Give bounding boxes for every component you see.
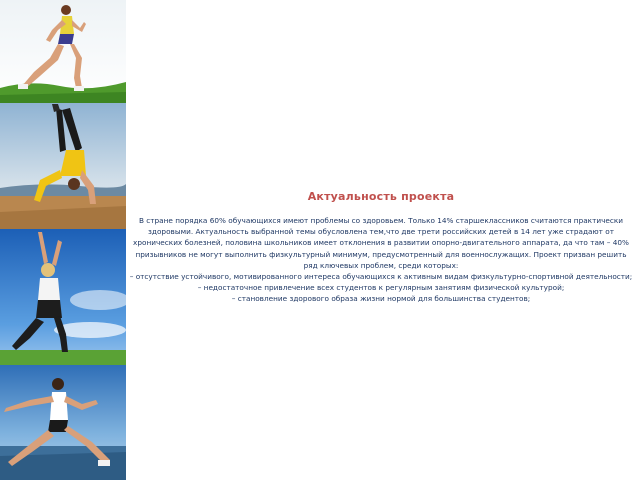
cartwheel-woman-photo xyxy=(0,103,126,229)
jumping-woman-photo xyxy=(0,365,126,480)
bullet-item: – становление здорового образа жизни нормой для большинства студентов; xyxy=(231,294,531,304)
bullet-item: – отсутствие устойчивого, мотивированного интереса обучающихся к активным видам физкультурно-спортивной деятельности; xyxy=(129,272,633,282)
slide-title: Актуальность проекта xyxy=(307,190,455,203)
stretching-woman-photo xyxy=(0,229,126,365)
runner-woman-photo xyxy=(0,0,126,103)
text-content xyxy=(128,190,634,305)
photo-strip xyxy=(0,0,126,480)
slide-paragraph: В стране порядка 60% обучающихся имеют проблемы со здоровьем. Только 14% старшеклассников считаются практически здоровыми. Актуальность выбранной темы обусловлена тем,что две трети российских детей в 14 лет уже страдают от хронических болезней, половина школьников имеет отклонения в развитии опорно-двигательного аппарата, да что там – 40% призывников не могут выполнить физкультурный минимум, предусмотренный для военнослужащих. Проект призван решить ряд ключевых проблем, среди которых: xyxy=(133,216,629,270)
bullet-item: – недостаточное привлечение всех студентов к регулярным занятиям физической культурой; xyxy=(197,283,565,293)
